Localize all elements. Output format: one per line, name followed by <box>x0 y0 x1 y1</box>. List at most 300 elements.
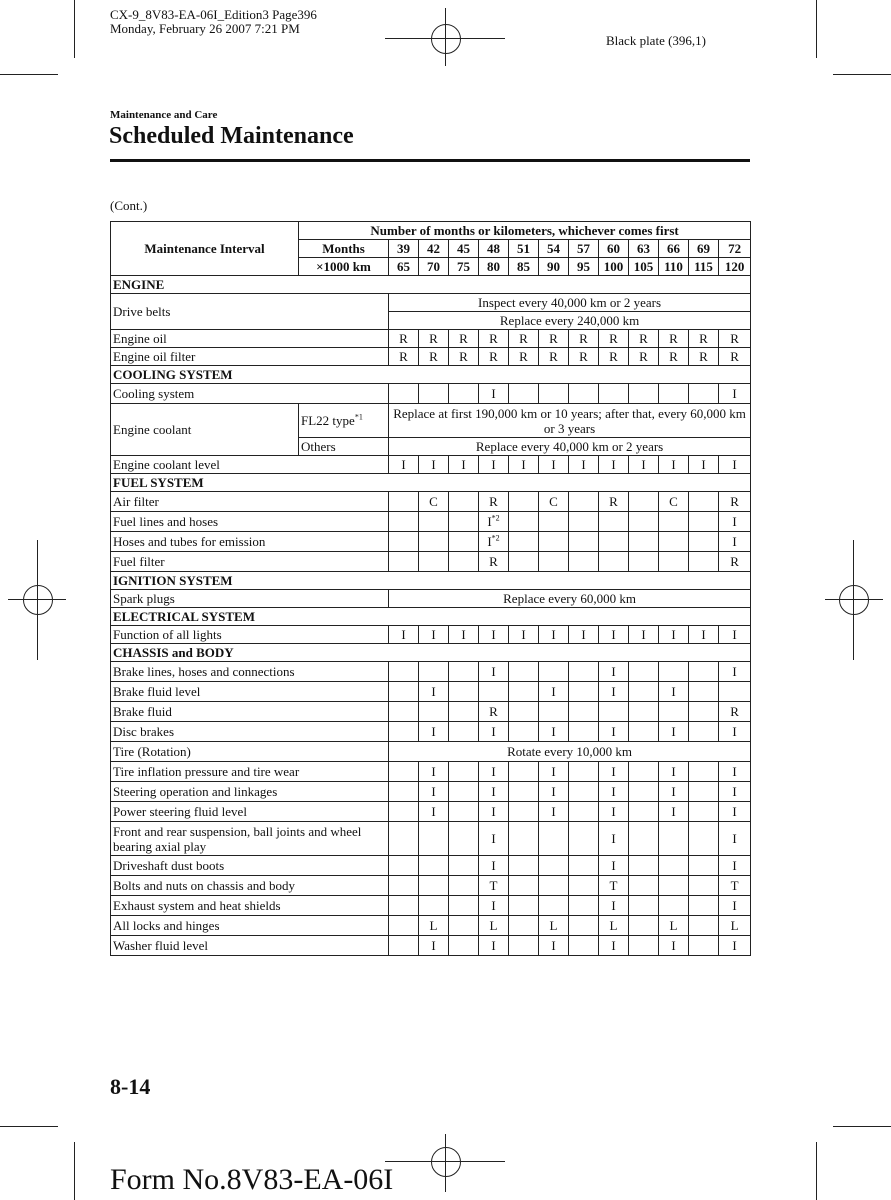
schedule-cell <box>389 916 419 936</box>
schedule-cell <box>689 662 719 682</box>
schedule-cell: R <box>479 348 509 366</box>
schedule-cell: I <box>389 456 419 474</box>
schedule-cell: R <box>569 348 599 366</box>
months-label: Months <box>299 240 389 258</box>
schedule-cell <box>569 662 599 682</box>
schedule-cell <box>509 682 539 702</box>
schedule-cell: I <box>419 682 449 702</box>
schedule-cell: I <box>539 722 569 742</box>
schedule-cell <box>419 532 449 552</box>
schedule-cell <box>389 552 419 572</box>
table-row <box>111 916 751 936</box>
schedule-cell <box>419 384 449 404</box>
page-title: Scheduled Maintenance <box>109 123 354 149</box>
schedule-cell <box>569 936 599 956</box>
table-row <box>111 856 751 876</box>
schedule-cell: I <box>509 456 539 474</box>
schedule-cell <box>509 856 539 876</box>
registration-mark-icon <box>431 1147 461 1177</box>
schedule-cell <box>389 702 419 722</box>
schedule-cell: I <box>719 782 751 802</box>
schedule-cell <box>509 822 539 856</box>
km-cell: 65 <box>389 258 419 276</box>
tire-rotation-note: Rotate every 10,000 km <box>389 742 751 762</box>
schedule-cell: R <box>539 348 569 366</box>
table-row <box>111 626 751 644</box>
schedule-cell: I <box>569 456 599 474</box>
schedule-cell: I <box>479 896 509 916</box>
schedule-cell <box>569 876 599 896</box>
month-cell: 48 <box>479 240 509 258</box>
schedule-cell <box>539 512 569 532</box>
schedule-cell: T <box>479 876 509 896</box>
schedule-cell <box>719 682 751 702</box>
schedule-cell <box>599 532 629 552</box>
schedule-cell <box>449 662 479 682</box>
schedule-cell: I <box>629 456 659 474</box>
schedule-cell <box>389 384 419 404</box>
schedule-cell: R <box>389 330 419 348</box>
schedule-cell: C <box>539 492 569 512</box>
schedule-cell: R <box>719 702 751 722</box>
table-row <box>111 936 751 956</box>
schedule-cell <box>389 802 419 822</box>
schedule-cell <box>449 492 479 512</box>
table-row <box>111 896 751 916</box>
schedule-cell: I <box>539 682 569 702</box>
schedule-cell: R <box>599 492 629 512</box>
schedule-cell: C <box>419 492 449 512</box>
schedule-cell <box>449 702 479 722</box>
schedule-cell <box>569 552 599 572</box>
item-spark-plugs: Spark plugs <box>111 590 389 608</box>
print-file-id: CX-9_8V83-EA-06I_Edition3 Page396 <box>110 7 317 22</box>
schedule-cell: $I^{*2}$ <box>479 532 509 552</box>
schedule-cell: I <box>719 896 751 916</box>
schedule-cell: I <box>419 936 449 956</box>
item-driveshaft: Driveshaft dust boots <box>111 856 389 876</box>
schedule-cell: L <box>599 916 629 936</box>
schedule-cell: I <box>719 662 751 682</box>
schedule-cell <box>509 552 539 572</box>
month-cell: 45 <box>449 240 479 258</box>
schedule-cell <box>689 552 719 572</box>
schedule-cell <box>509 532 539 552</box>
schedule-cell: I <box>599 456 629 474</box>
item-brake-lines: Brake lines, hoses and connections <box>111 662 389 682</box>
schedule-cell: R <box>509 330 539 348</box>
schedule-cell <box>389 722 419 742</box>
title-rule <box>110 159 750 162</box>
table-row <box>111 876 751 896</box>
schedule-cell: R <box>449 348 479 366</box>
km-cell: 110 <box>659 258 689 276</box>
item-coolant-level: Engine coolant level <box>111 456 389 474</box>
schedule-cell: I <box>479 822 509 856</box>
schedule-cell <box>569 782 599 802</box>
schedule-cell: R <box>509 348 539 366</box>
schedule-cell <box>569 532 599 552</box>
schedule-cell <box>449 802 479 822</box>
schedule-cell: R <box>719 552 751 572</box>
schedule-cell <box>479 682 509 702</box>
schedule-cell: L <box>659 916 689 936</box>
page-number: 8-14 <box>110 1074 151 1099</box>
schedule-cell <box>389 762 419 782</box>
schedule-cell <box>569 384 599 404</box>
km-cell: 90 <box>539 258 569 276</box>
drive-belts-note: Replace every 240,000 km <box>389 312 751 330</box>
item-ps-fluid: Power steering fluid level <box>111 802 389 822</box>
schedule-cell <box>569 512 599 532</box>
schedule-cell: I <box>659 782 689 802</box>
schedule-cell: R <box>479 330 509 348</box>
registration-mark-icon <box>839 585 869 615</box>
schedule-cell: I <box>539 762 569 782</box>
schedule-cell: R <box>659 348 689 366</box>
schedule-cell: T <box>599 876 629 896</box>
print-date: Monday, February 26 2007 7:21 PM <box>110 21 300 36</box>
schedule-cell: R <box>599 330 629 348</box>
schedule-cell: I <box>479 626 509 644</box>
km-cell: 85 <box>509 258 539 276</box>
schedule-cell: I <box>419 782 449 802</box>
crop-mark <box>0 1126 58 1127</box>
schedule-cell <box>509 492 539 512</box>
schedule-cell <box>569 822 599 856</box>
schedule-cell <box>689 722 719 742</box>
schedule-cell: I <box>419 762 449 782</box>
schedule-cell: I <box>719 456 751 474</box>
schedule-cell <box>449 762 479 782</box>
schedule-cell: I <box>719 802 751 822</box>
schedule-cell <box>509 916 539 936</box>
schedule-cell <box>689 876 719 896</box>
schedule-cell <box>389 492 419 512</box>
schedule-cell <box>599 512 629 532</box>
schedule-cell <box>659 896 689 916</box>
coolant-type-fl22: FL22 type <box>301 413 355 428</box>
schedule-cell: I <box>719 512 751 532</box>
item-tire-rotation: Tire (Rotation) <box>111 742 389 762</box>
schedule-cell <box>449 682 479 702</box>
schedule-cell: I <box>479 762 509 782</box>
schedule-cell: I <box>509 626 539 644</box>
schedule-cell <box>689 762 719 782</box>
table-row <box>111 762 751 782</box>
schedule-cell: I <box>659 456 689 474</box>
schedule-cell: $I^{*2}$ <box>479 512 509 532</box>
schedule-cell <box>419 512 449 532</box>
table-row <box>111 532 751 552</box>
month-cell: 42 <box>419 240 449 258</box>
schedule-cell: I <box>449 456 479 474</box>
schedule-cell: I <box>689 456 719 474</box>
schedule-cell <box>689 782 719 802</box>
schedule-cell <box>689 916 719 936</box>
schedule-cell: I <box>479 662 509 682</box>
interval-header: Maintenance Interval <box>111 222 299 276</box>
schedule-cell: I <box>599 802 629 822</box>
crop-mark <box>74 0 75 58</box>
crop-mark <box>74 1142 75 1200</box>
schedule-cell <box>419 896 449 916</box>
coolant-type-others: Others <box>299 438 389 456</box>
schedule-cell <box>419 856 449 876</box>
table-row <box>111 682 751 702</box>
schedule-cell <box>449 532 479 552</box>
schedule-cell <box>659 856 689 876</box>
schedule-cell <box>539 552 569 572</box>
schedule-cell <box>689 856 719 876</box>
km-cell: 80 <box>479 258 509 276</box>
schedule-cell: I <box>719 384 751 404</box>
month-cell: 60 <box>599 240 629 258</box>
registration-mark-icon <box>431 24 461 54</box>
schedule-cell <box>509 802 539 822</box>
schedule-cell <box>689 896 719 916</box>
schedule-cell <box>449 936 479 956</box>
table-row <box>111 702 751 722</box>
schedule-cell: I <box>539 626 569 644</box>
schedule-cell: R <box>479 552 509 572</box>
maintenance-schedule-table <box>110 221 751 956</box>
schedule-cell: I <box>599 662 629 682</box>
schedule-cell: I <box>479 456 509 474</box>
schedule-cell <box>449 512 479 532</box>
schedule-cell: I <box>479 384 509 404</box>
schedule-cell <box>449 782 479 802</box>
schedule-cell <box>659 662 689 682</box>
schedule-cell: R <box>629 348 659 366</box>
span-header: Number of months or kilometers, whichever comes first <box>299 222 751 240</box>
schedule-cell: I <box>599 822 629 856</box>
month-cell: 57 <box>569 240 599 258</box>
schedule-cell: R <box>599 348 629 366</box>
footnote-ref: *2 <box>491 533 500 543</box>
km-cell: 70 <box>419 258 449 276</box>
schedule-cell <box>659 822 689 856</box>
registration-mark-icon <box>23 585 53 615</box>
schedule-cell <box>509 782 539 802</box>
schedule-cell: I <box>659 802 689 822</box>
schedule-cell <box>509 722 539 742</box>
schedule-cell <box>689 702 719 722</box>
section-label: Maintenance and Care <box>110 109 218 121</box>
schedule-cell <box>689 682 719 702</box>
schedule-cell: R <box>719 348 751 366</box>
schedule-cell <box>689 512 719 532</box>
schedule-cell <box>389 682 419 702</box>
schedule-cell: R <box>689 348 719 366</box>
schedule-cell <box>659 384 689 404</box>
schedule-cell: R <box>659 330 689 348</box>
item-washer: Washer fluid level <box>111 936 389 956</box>
schedule-cell <box>539 384 569 404</box>
schedule-cell: I <box>599 896 629 916</box>
schedule-cell <box>629 822 659 856</box>
schedule-cell <box>389 662 419 682</box>
schedule-cell <box>569 762 599 782</box>
schedule-cell: L <box>719 916 751 936</box>
schedule-cell <box>659 512 689 532</box>
schedule-cell: R <box>719 492 751 512</box>
schedule-cell <box>509 762 539 782</box>
schedule-cell <box>569 802 599 822</box>
footnote-ref: *1 <box>354 412 363 422</box>
schedule-cell: I <box>719 762 751 782</box>
schedule-cell: I <box>419 722 449 742</box>
schedule-cell: I <box>659 722 689 742</box>
item-suspension: Front and rear suspension, ball joints and wheel bearing axial play <box>111 822 389 856</box>
schedule-cell <box>659 876 689 896</box>
section-chassis: CHASSIS and BODY <box>111 644 751 662</box>
schedule-cell: I <box>419 456 449 474</box>
item-engine-oil: Engine oil <box>111 330 389 348</box>
crop-mark <box>816 0 817 58</box>
schedule-cell <box>539 702 569 722</box>
table-row <box>111 782 751 802</box>
schedule-cell <box>629 384 659 404</box>
schedule-cell <box>449 552 479 572</box>
schedule-cell: L <box>479 916 509 936</box>
schedule-cell <box>539 856 569 876</box>
month-cell: 54 <box>539 240 569 258</box>
schedule-cell: R <box>419 330 449 348</box>
schedule-cell <box>629 662 659 682</box>
schedule-cell: I <box>719 856 751 876</box>
schedule-cell <box>629 532 659 552</box>
table-row <box>111 802 751 822</box>
schedule-cell <box>629 876 659 896</box>
continued-label: (Cont.) <box>110 198 148 213</box>
schedule-cell: I <box>539 802 569 822</box>
schedule-cell <box>569 682 599 702</box>
schedule-cell: I <box>659 936 689 956</box>
schedule-cell <box>389 936 419 956</box>
table-row <box>111 662 751 682</box>
schedule-cell: I <box>419 802 449 822</box>
schedule-cell <box>539 896 569 916</box>
schedule-cell: I <box>479 802 509 822</box>
crop-mark <box>833 74 891 75</box>
schedule-cell: I <box>659 762 689 782</box>
schedule-cell <box>629 492 659 512</box>
schedule-cell <box>659 702 689 722</box>
km-cell: 100 <box>599 258 629 276</box>
schedule-cell: I <box>539 782 569 802</box>
item-drive-belts: Drive belts <box>111 294 389 330</box>
schedule-cell: I <box>599 626 629 644</box>
crop-mark <box>816 1142 817 1200</box>
schedule-cell <box>629 916 659 936</box>
schedule-cell <box>389 512 419 532</box>
table-row <box>111 512 751 532</box>
month-cell: 69 <box>689 240 719 258</box>
schedule-cell <box>449 916 479 936</box>
schedule-cell <box>629 702 659 722</box>
schedule-cell: I <box>599 682 629 702</box>
schedule-cell: I <box>479 782 509 802</box>
schedule-cell <box>569 492 599 512</box>
schedule-cell: I <box>719 936 751 956</box>
schedule-cell <box>539 662 569 682</box>
schedule-cell <box>629 512 659 532</box>
schedule-cell <box>419 822 449 856</box>
schedule-cell: R <box>479 702 509 722</box>
schedule-cell <box>629 722 659 742</box>
schedule-cell <box>449 384 479 404</box>
month-cell: 72 <box>719 240 751 258</box>
schedule-cell <box>389 782 419 802</box>
schedule-cell: I <box>719 532 751 552</box>
drive-belts-note: Inspect every 40,000 km or 2 years <box>389 294 751 312</box>
schedule-cell <box>419 552 449 572</box>
schedule-cell <box>389 896 419 916</box>
item-fuel-filter: Fuel filter <box>111 552 389 572</box>
schedule-cell: I <box>629 626 659 644</box>
schedule-cell <box>629 856 659 876</box>
km-cell: 105 <box>629 258 659 276</box>
km-cell: 115 <box>689 258 719 276</box>
item-disc-brakes: Disc brakes <box>111 722 389 742</box>
item-engine-coolant: Engine coolant <box>111 404 299 456</box>
schedule-cell <box>539 876 569 896</box>
schedule-cell <box>689 532 719 552</box>
schedule-cell <box>629 782 659 802</box>
schedule-cell <box>509 876 539 896</box>
schedule-cell: I <box>449 626 479 644</box>
table-row <box>111 722 751 742</box>
schedule-cell: I <box>599 762 629 782</box>
schedule-cell <box>449 722 479 742</box>
schedule-cell <box>539 532 569 552</box>
schedule-cell: R <box>419 348 449 366</box>
schedule-cell <box>569 722 599 742</box>
schedule-cell <box>509 512 539 532</box>
table-row <box>111 456 751 474</box>
schedule-cell <box>629 802 659 822</box>
section-ignition: IGNITION SYSTEM <box>111 572 751 590</box>
schedule-cell <box>509 936 539 956</box>
schedule-cell <box>629 682 659 702</box>
schedule-cell: I <box>719 626 751 644</box>
table-row <box>111 348 751 366</box>
schedule-cell: I <box>719 822 751 856</box>
month-cell: 66 <box>659 240 689 258</box>
item-tire-pressure: Tire inflation pressure and tire wear <box>111 762 389 782</box>
km-cell: 120 <box>719 258 751 276</box>
schedule-cell: L <box>539 916 569 936</box>
coolant-fl22-note: Replace at first 190,000 km or 10 years; after that, every 60,000 km or 3 years <box>389 404 751 438</box>
schedule-cell: L <box>419 916 449 936</box>
km-cell: 95 <box>569 258 599 276</box>
schedule-cell <box>629 936 659 956</box>
footnote-ref: *2 <box>491 513 500 523</box>
schedule-cell: I <box>599 936 629 956</box>
schedule-cell <box>599 552 629 572</box>
schedule-cell: I <box>419 626 449 644</box>
item-locks: All locks and hinges <box>111 916 389 936</box>
item-engine-oil-filter: Engine oil filter <box>111 348 389 366</box>
schedule-cell <box>569 896 599 916</box>
schedule-cell <box>689 384 719 404</box>
item-brake-fluid-level: Brake fluid level <box>111 682 389 702</box>
schedule-cell <box>509 702 539 722</box>
schedule-cell: R <box>719 330 751 348</box>
schedule-cell: R <box>389 348 419 366</box>
schedule-cell <box>689 822 719 856</box>
